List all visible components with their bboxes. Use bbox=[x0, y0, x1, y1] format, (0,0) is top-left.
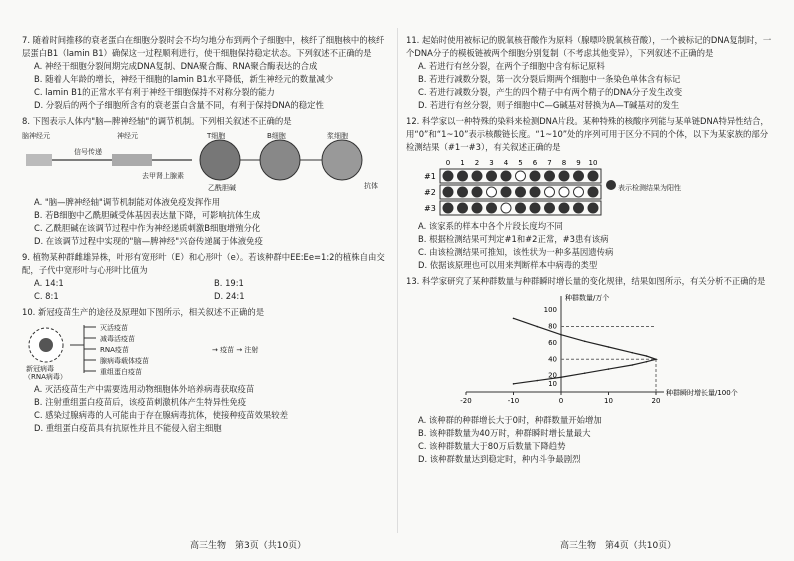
label-rna-virus: （RNA病毒） bbox=[24, 373, 67, 381]
probe-row-label: #1 bbox=[424, 172, 436, 181]
question-13-option-a: A. 该种群的种群增长大于0时，种群数量开始增加 bbox=[418, 415, 602, 425]
question-12-option-d: D. 依据该原理也可以用来判断样本中病毒的类型 bbox=[418, 260, 598, 270]
probe-dot bbox=[588, 187, 598, 197]
probe-dot bbox=[516, 203, 526, 213]
curve-point bbox=[655, 358, 657, 360]
probe-dot bbox=[545, 187, 555, 197]
question-7 bbox=[22, 34, 392, 112]
probe-scale-label: 3 bbox=[489, 159, 494, 167]
question-12-option-c: C. 由该检测结果可推知，该性状为一种多基因遗传病 bbox=[418, 247, 614, 257]
curve-point bbox=[560, 334, 562, 336]
question-11 bbox=[406, 34, 776, 112]
probe-dot bbox=[588, 203, 598, 213]
curve-point bbox=[560, 376, 562, 378]
question-12-option-a: A. 该家系的样本中各个片段长度均不同 bbox=[418, 221, 563, 231]
question-13 bbox=[406, 275, 776, 466]
question-9-option-b: B. 19:1 bbox=[214, 278, 244, 288]
question-9-stem: 9. 植物某种群雌雄异株，叶形有宽形叶（E）和心形叶（e）。若该种群中EE:Ee=1:2的植株自由交配，子代中宽形叶与心形叶比值为 bbox=[22, 252, 385, 275]
neuron-shape bbox=[112, 154, 152, 166]
question-8 bbox=[22, 115, 392, 248]
question-13-stem: 13. 科学家研究了某种群数量与种群瞬时增长量的变化规律，结果如图所示，有关分析不正确的是 bbox=[406, 276, 766, 286]
probe-dot bbox=[501, 203, 511, 213]
neuron-body-shape bbox=[26, 154, 52, 166]
probe-scale-label: 0 bbox=[445, 159, 451, 167]
probe-dot bbox=[443, 203, 453, 213]
label-rna-vaccine: RNA疫苗 bbox=[100, 346, 129, 354]
question-13-option-d: D. 该种群数量达到稳定时，种内斗争最剧烈 bbox=[418, 454, 581, 464]
right-page-footer: 高三生物 第4页（共10页） bbox=[560, 541, 677, 551]
question-8-stem: 8. 下图表示人体内"脑—脾神经轴"的调节机制。下列相关叙述不正确的是 bbox=[22, 116, 292, 126]
label-plasma-cell: 浆细胞 bbox=[327, 132, 348, 140]
probe-scale-label: 6 bbox=[532, 159, 538, 167]
probe-dot bbox=[516, 171, 526, 181]
curve-point bbox=[646, 355, 648, 357]
population-chart-figure bbox=[406, 290, 776, 410]
question-11-option-d: D. 若进行有丝分裂，则子细胞中C—G碱基对替换为A—T碱基对的发生 bbox=[418, 100, 680, 110]
probe-dot bbox=[574, 171, 584, 181]
probe-row-label: #3 bbox=[424, 204, 436, 213]
vaccine-figure bbox=[22, 321, 392, 379]
probe-dot bbox=[588, 171, 598, 181]
curve-point bbox=[536, 380, 538, 382]
probe-dot bbox=[574, 187, 584, 197]
probe-dot bbox=[516, 187, 526, 197]
label-brain-neuron: 脑神经元 bbox=[22, 132, 50, 140]
probe-dot bbox=[487, 203, 497, 213]
right-page bbox=[406, 34, 776, 469]
question-11-option-c: C. 若进行减数分裂，产生的四个精子中有两个精子的DNA分子发生改变 bbox=[418, 87, 683, 97]
probe-dot bbox=[501, 171, 511, 181]
question-9-option-a: A. 14:1 bbox=[34, 278, 64, 288]
probe-scale-label: 9 bbox=[576, 159, 581, 167]
probe-dot bbox=[487, 171, 497, 181]
probe-dot bbox=[559, 187, 569, 197]
y-tick-label: 40 bbox=[548, 355, 557, 364]
probe-dot bbox=[487, 187, 497, 197]
label-neuron: 神经元 bbox=[117, 132, 138, 140]
brain-spleen-axis-figure bbox=[22, 130, 392, 192]
probe-scale-label: 1 bbox=[460, 159, 465, 167]
probe-scale-label: 7 bbox=[547, 159, 552, 167]
probe-dot bbox=[458, 203, 468, 213]
population-curve bbox=[514, 318, 657, 383]
probe-dot bbox=[545, 171, 555, 181]
y-tick-label: 100 bbox=[543, 306, 557, 315]
probe-dot bbox=[559, 203, 569, 213]
probe-scale-label: 2 bbox=[474, 159, 480, 167]
y-tick-label: 80 bbox=[548, 322, 557, 331]
label-t-cell: T细胞 bbox=[207, 132, 226, 140]
question-10 bbox=[22, 306, 392, 435]
label-norepinephrine: 去甲肾上腺素 bbox=[142, 172, 184, 180]
question-11-option-a: A. 若进行有丝分裂，在两个子细胞中含有标记原料 bbox=[418, 61, 605, 71]
probe-dot bbox=[472, 171, 482, 181]
curve-point bbox=[608, 346, 610, 348]
probe-scale-label: 10 bbox=[588, 159, 598, 167]
probe-scale-label: 5 bbox=[518, 159, 523, 167]
probe-legend-dot bbox=[606, 180, 616, 190]
question-12 bbox=[406, 115, 776, 272]
probe-dot bbox=[443, 187, 453, 197]
question-9-option-d: D. 24:1 bbox=[214, 291, 245, 301]
question-9-options-row-2 bbox=[22, 290, 392, 303]
probe-dot bbox=[574, 203, 584, 213]
probe-row-label: #2 bbox=[424, 188, 436, 197]
question-7-option-a: A. 神经干细胞分裂间期完成DNA复制、DNA聚合酶、RNA聚合酶表达的合成 bbox=[34, 61, 318, 71]
probe-dot bbox=[472, 203, 482, 213]
vaccine-diagram bbox=[22, 321, 382, 379]
question-7-option-b: B. 随着人年龄的增长，神经干细胞的lamin B1水平降低，新生神经元的数量减少 bbox=[34, 74, 334, 84]
curve-point bbox=[513, 383, 515, 385]
label-b-cell: B细胞 bbox=[267, 132, 286, 140]
curve-point bbox=[631, 352, 633, 354]
x-axis-label: 种群瞬时增长量/100个 bbox=[666, 389, 738, 397]
question-9-option-c: C. 8:1 bbox=[34, 291, 59, 301]
y-tick-label: 10 bbox=[548, 379, 557, 388]
probe-dot bbox=[530, 203, 540, 213]
b-cell-shape bbox=[260, 140, 300, 180]
label-signal: 信号传递 bbox=[74, 148, 102, 156]
population-chart bbox=[406, 290, 776, 410]
y-tick-label: 60 bbox=[548, 338, 557, 347]
curve-point bbox=[584, 340, 586, 342]
left-page bbox=[22, 34, 392, 438]
question-10-option-c: C. 感染过腺病毒的人可能由于存在腺病毒抗体，使接种疫苗效果较差 bbox=[34, 410, 289, 420]
label-recombinant-vaccine: 重组蛋白疫苗 bbox=[100, 368, 142, 376]
x-tick-label: -20 bbox=[460, 397, 472, 405]
question-10-option-d: D. 重组蛋白疫苗具有抗原性并且不能侵入宿主细胞 bbox=[34, 423, 222, 433]
curve-point bbox=[631, 364, 633, 366]
label-acetylcholine: 乙酰胆碱 bbox=[208, 184, 236, 192]
probe-dot bbox=[530, 187, 540, 197]
question-13-option-b: B. 该种群数量为40万时，种群瞬时增长量最大 bbox=[418, 428, 591, 438]
probe-scale-label: 8 bbox=[561, 159, 567, 167]
x-tick-label: 20 bbox=[651, 397, 661, 405]
label-inject: → 疫苗 → 注射 bbox=[212, 346, 259, 354]
probe-dot bbox=[545, 203, 555, 213]
probe-legend-text: 表示检测结果为阳性 bbox=[618, 184, 681, 192]
question-11-option-b: B. 若进行减数分裂，第一次分裂后期两个细胞中一条染色单体含有标记 bbox=[418, 74, 681, 84]
dna-probe-figure bbox=[406, 156, 776, 216]
label-antibody: 抗体 bbox=[364, 182, 378, 190]
question-7-stem: 7. 随着时间推移的衰老蛋白在细胞分裂时会不均匀地分布到两个子细胞中，核纤了细胞核中的核纤层蛋白B1（lamin B1）确保这一过程顺利进行，使干细胞保持稳定状态。下列叙述不正确的是 bbox=[22, 35, 385, 58]
question-7-option-c: C. lamin B1的正常水平有利于神经干细胞保持不对称分裂的能力 bbox=[34, 87, 275, 97]
question-12-option-b: B. 根据检测结果可判定#1和#2正常，#3患有该病 bbox=[418, 234, 609, 244]
curve-point bbox=[608, 368, 610, 370]
probe-dot bbox=[443, 171, 453, 181]
dna-probe-diagram bbox=[406, 156, 776, 216]
probe-dot bbox=[501, 187, 511, 197]
probe-scale-label: 4 bbox=[503, 159, 509, 167]
label-attenuated-vaccine: 减毒活疫苗 bbox=[100, 335, 135, 343]
virus-core-shape bbox=[39, 338, 53, 352]
x-tick-label: 0 bbox=[558, 397, 564, 405]
question-8-option-c: C. 乙酰胆碱在该调节过程中作为神经递质刺激B细胞增殖分化 bbox=[34, 223, 261, 233]
question-10-option-a: A. 灭活疫苗生产中需要选用动物细胞体外培养病毒获取疫苗 bbox=[34, 384, 255, 394]
label-virus: 新冠病毒 bbox=[26, 365, 54, 373]
question-10-option-b: B. 注射重组蛋白疫苗后，该疫苗刺激机体产生特异性免疫 bbox=[34, 397, 247, 407]
left-page-footer: 高三生物 第3页（共10页） bbox=[190, 541, 307, 551]
question-12-stem: 12. 科学家以一种特殊的染料来检测DNA片段。某种特殊的核酸序列能与某单链DNA特异性结合，用“0”和“1~10”表示核酸链长度。“1~10”处的序列可用于区分不同的个体，以下为某家族的部分检测结果（#1一#3），有关叙述正确的是 bbox=[406, 116, 769, 152]
question-9 bbox=[22, 251, 392, 303]
label-adenovirus-vaccine: 腺病毒载体疫苗 bbox=[100, 357, 149, 365]
curve-point bbox=[536, 326, 538, 328]
curve-point bbox=[584, 372, 586, 374]
question-7-option-d: D. 分裂后的两个子细胞所含有的衰老蛋白含量不同，有利于保持DNA的稳定性 bbox=[34, 100, 324, 110]
probe-dot bbox=[559, 171, 569, 181]
question-11-stem: 11. 起始时使用被标记的脱氧核苷酸作为原料（腺嘌呤脱氧核苷酸），一个被标记的DNA复制时，一个DNA分子的模板链被两个细胞分别复制（不考虑其他变异），下列叙述不正确的是 bbox=[406, 35, 772, 58]
plasma-cell-shape bbox=[322, 140, 362, 180]
question-10-stem: 10. 新冠疫苗生产的途径及原理如下图所示，相关叙述不正确的是 bbox=[22, 307, 265, 317]
t-cell-shape bbox=[200, 140, 240, 180]
curve-point bbox=[513, 318, 515, 320]
y-axis-label: 种群数量/万个 bbox=[565, 294, 610, 302]
x-tick-label: -10 bbox=[507, 397, 520, 405]
question-8-option-d: D. 在该调节过程中实现的"脑—脾神经"兴奋传递属于体液免疫 bbox=[34, 236, 263, 246]
probe-dot bbox=[530, 171, 540, 181]
y-tick-label: 20 bbox=[548, 371, 557, 380]
probe-dot bbox=[458, 187, 468, 197]
question-8-option-b: B. 若B细胞中乙酰胆碱受体基因表达量下降，可影响抗体生成 bbox=[34, 210, 261, 220]
question-9-options-row-1 bbox=[22, 277, 392, 290]
label-inactivated-vaccine: 灭活疫苗 bbox=[100, 324, 128, 332]
x-tick-label: 10 bbox=[604, 397, 613, 405]
probe-dot bbox=[458, 171, 468, 181]
question-13-option-c: C. 该种群数量大于80万后数量下降趋势 bbox=[418, 441, 566, 451]
question-8-option-a: A. "脑—脾神经轴"调节机制能对体液免疫发挥作用 bbox=[34, 197, 221, 207]
probe-dot bbox=[472, 187, 482, 197]
curve-point bbox=[646, 361, 648, 363]
page-divider bbox=[397, 28, 398, 533]
